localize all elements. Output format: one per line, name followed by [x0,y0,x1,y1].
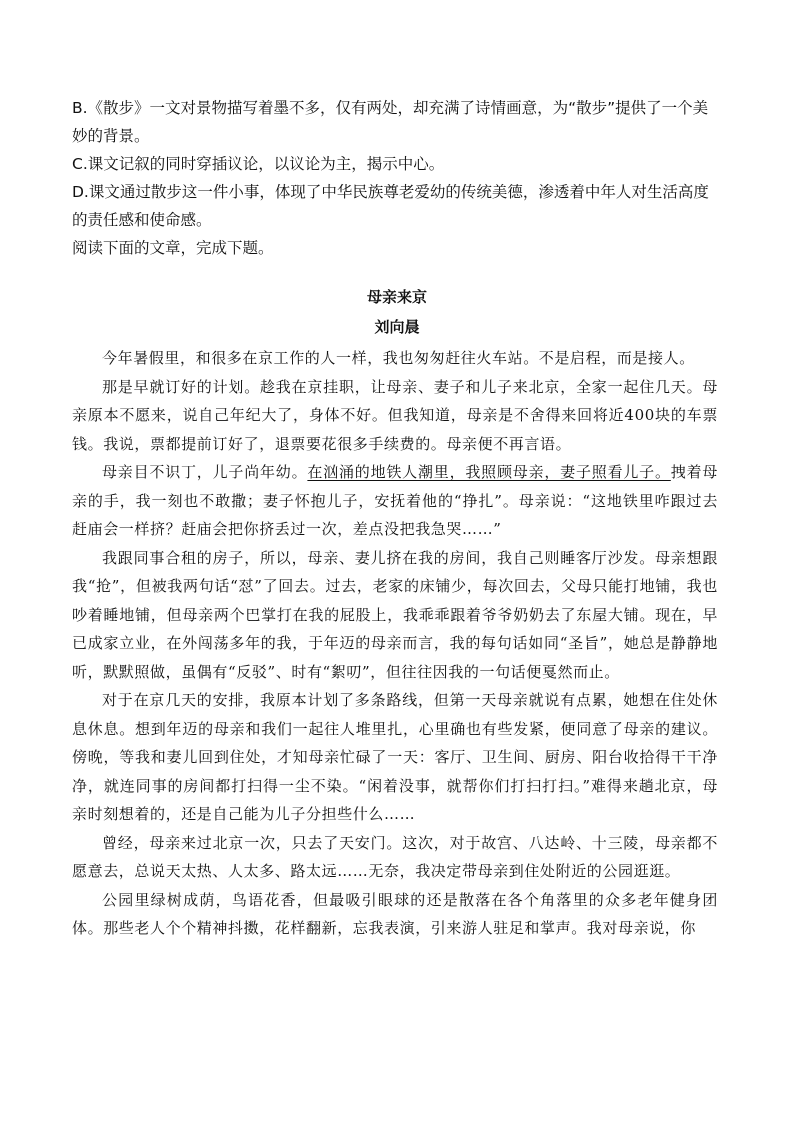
article-body [72,344,718,943]
paragraph-3 [72,458,718,544]
option-b: B.《散步》一文对景物描写着墨不多，仅有两处，却充满了诗情画意，为“散步”提供了一个美妙的背景。 [72,99,709,145]
underlined-sentence: 在汹涌的地铁人潮里，我照顾母亲，妻子照看儿子。 [307,463,671,481]
paragraph-5: 对于在京几天的安排，我原本计划了多条路线，但第一天母亲就说有点累，她想在住处休息休息。想到年迈的母亲和我们一起往人堆里扎，心里确也有些发紧，便同意了母亲的建议。傍晚，等我和妻儿回到住处，才知母亲忙碌了一天：客厅、卫生间、厨房、阳台收拾得干干净净，就连同事的房间都打扫得一尘不染。“闲着没事，就帮你们打扫打扫。”难得来趟北京，母亲时刻想着的，还是自己能为儿子分担些什么…… [72,691,718,823]
answer-options [72,94,722,262]
article-author: 刘向晨 [374,318,420,336]
reading-instruction: 阅读下面的文章，完成下题。 [72,239,274,257]
option-d: D.课文通过散步这一件小事，体现了中华民族尊老爱幼的传统美德，渗透着中年人对生活高度的责任感和使命感。 [72,183,709,229]
paragraph-6: 曾经，母亲来过北京一次，只去了天安门。这次，对于故宫、八达岭、十三陵，母亲都不愿意去，总说天太热、人太多、路太远……无奈，我决定带母亲到住处附近的公园逛逛。 [72,833,718,880]
paragraph-7: 公园里绿树成荫，鸟语花香，但最吸引眼球的还是散落在各个角落里的众多老年健身团体。那些老人个个精神抖擞，花样翻新，忘我表演，引来游人驻足和掌声。我对母亲说，你 [72,890,718,937]
paragraph-3-end: 拽着母亲的手，我一刻也不敢撒；妻子怀抱儿子，安抚着他的“挣扎”。母亲说：“这地铁里咋跟过去赶庙会一样挤？赶庙会把你挤丢过一次，差点没把我急哭……” [72,463,718,538]
paragraph-1: 今年暑假里，和很多在京工作的人一样，我也匆匆赶往火车站。不是启程，而是接人。 [102,349,695,367]
paragraph-4: 我跟同事合租的房子，所以，母亲、妻儿挤在我的房间，我自己则睡客厅沙发。母亲想跟我“抢”，但被我两句话“怼”了回去。过去，老家的床铺少，每次回去，父母只能打地铺，我也吵着睡地铺，但母亲两个巴掌打在我的屁股上，我乖乖跟着爷爷奶奶去了东屋大铺。现在，早已成家立业，在外闯荡多年的我，于年迈的母亲而言，我的每句话如同“圣旨”，她总是静静地听，默默照做，虽偶有“反驳”、时有“絮叨”，但往往因我的一句话便戛然而止。 [72,548,718,681]
option-c: C.课文记叙的同时穿插议论，以议论为主，揭示中心。 [72,155,445,173]
paragraph-3-start: 母亲目不识丁，儿子尚年幼。 [102,463,308,481]
paragraph-2: 那是早就订好的计划。趁我在京挂职，让母亲、妻子和儿子来北京，全家一起住几天。母亲原本不愿来，说自己年纪大了，身体不好。但我知道，母亲是不舍得来回将近400块的车票钱。我说，票都提前订好了，退票要花很多手续费的。母亲便不再言语。 [72,377,718,453]
article-title: 母亲来京 [366,288,427,306]
